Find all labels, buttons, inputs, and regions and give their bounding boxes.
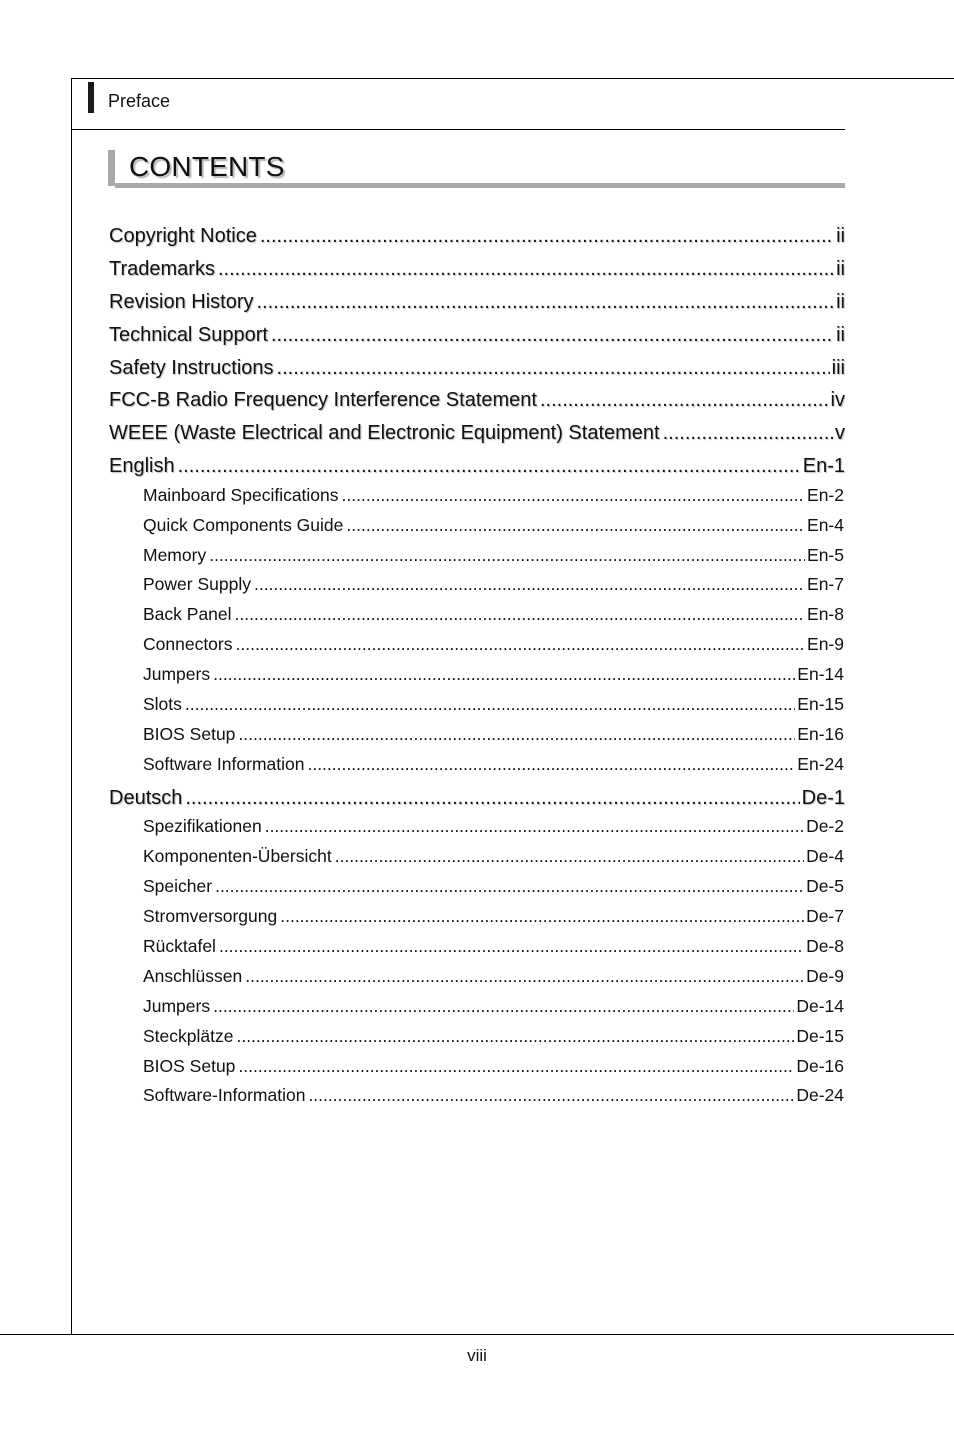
toc-page-number: De-2 — [806, 816, 844, 836]
toc-page-number: iv — [830, 389, 845, 411]
toc-subentry[interactable] — [143, 723, 844, 747]
toc-entry-label: BIOS Setup — [143, 724, 236, 744]
toc-page-number: En-14 — [797, 664, 844, 684]
toc-entry-copyright[interactable] — [109, 222, 845, 252]
toc-entry-revision-history[interactable] — [109, 288, 845, 318]
toc-dot-leader — [335, 845, 804, 867]
toc-entry-label: Speicher — [143, 876, 213, 896]
toc-page-number: En-8 — [807, 604, 844, 624]
toc-dot-leader — [213, 663, 795, 685]
toc-page-number: ii — [836, 324, 845, 346]
toc-dot-leader — [185, 784, 799, 812]
toc-entry-label: Back Panel — [143, 604, 232, 624]
toc-entry-label: Rücktafel — [143, 936, 216, 956]
toc-page-number: v — [835, 422, 845, 444]
toc-dot-leader — [238, 723, 795, 745]
toc-page-number: De-15 — [796, 1026, 844, 1046]
toc-subentry[interactable] — [143, 965, 844, 989]
toc-entry-label: Technical Support — [109, 324, 268, 346]
toc-entry-fcc-b[interactable] — [109, 386, 845, 416]
toc-subentry[interactable] — [143, 935, 844, 959]
toc-dot-leader — [235, 603, 806, 625]
frame-bottom-line — [0, 1334, 954, 1335]
toc-dot-leader — [236, 1025, 794, 1047]
toc-subentry[interactable] — [143, 753, 844, 777]
toc-subentry[interactable] — [143, 693, 844, 717]
toc-page-number: De-24 — [796, 1085, 844, 1105]
toc-entry-weee[interactable] — [109, 419, 845, 449]
toc-page-number: En-4 — [807, 515, 844, 535]
toc-entry-label: Jumpers — [143, 996, 211, 1016]
toc-entry-label: Stromversorgung — [143, 906, 278, 926]
toc-entry-label: Software-Information — [143, 1085, 306, 1105]
toc-entry-label: Spezifikationen — [143, 816, 262, 836]
toc-page-number: ii — [836, 258, 845, 280]
toc-page-number: De-7 — [806, 906, 844, 926]
toc-dot-leader — [256, 288, 834, 316]
toc-subentry[interactable] — [143, 544, 844, 568]
toc-dot-leader — [540, 386, 829, 414]
toc-entry-label: FCC-B Radio Frequency Interference Statement — [109, 389, 537, 411]
contents-title: CONTENTS — [129, 151, 285, 182]
toc-page-number: En-24 — [797, 754, 844, 774]
toc-dot-leader — [308, 1084, 794, 1106]
toc-subentry[interactable] — [143, 875, 844, 899]
toc-page-number: ii — [836, 225, 845, 247]
toc-dot-leader — [342, 484, 806, 506]
toc-subentry[interactable] — [143, 484, 844, 508]
toc-dot-leader — [178, 452, 801, 480]
toc-entry-technical-support[interactable] — [109, 321, 845, 351]
toc-page-number: En-9 — [807, 634, 844, 654]
toc-dot-leader — [265, 815, 804, 837]
toc-entry-label: Quick Components Guide — [143, 515, 344, 535]
toc-page-number: En-1 — [802, 455, 845, 477]
toc-page-number: De-5 — [806, 876, 844, 896]
toc-entry-label: Connectors — [143, 634, 233, 654]
toc-entry-label: Slots — [143, 694, 182, 714]
toc-dot-leader — [260, 222, 834, 250]
toc-page-number: En-15 — [797, 694, 844, 714]
toc-entry-label: Deutsch — [109, 787, 183, 809]
toc-entry-label: Jumpers — [143, 664, 211, 684]
toc-page-number: De-1 — [801, 787, 845, 809]
toc-dot-leader — [218, 255, 834, 283]
toc-subentry[interactable] — [143, 905, 844, 929]
toc-subentry[interactable] — [143, 514, 844, 538]
page-number: viii — [467, 1346, 487, 1365]
toc-subentry[interactable] — [143, 995, 844, 1019]
toc-dot-leader — [245, 965, 804, 987]
toc-dot-leader — [236, 633, 806, 655]
toc-dot-leader — [277, 354, 830, 382]
toc-page-number: En-5 — [807, 545, 844, 565]
toc-page-number: De-8 — [806, 936, 844, 956]
toc-entry-label: Steckplätze — [143, 1026, 234, 1046]
toc-page-number: ii — [836, 291, 845, 313]
toc-subentry[interactable] — [143, 1055, 844, 1079]
toc-entry-label: Software Information — [143, 754, 305, 774]
toc-entry-label: Safety Instructions — [109, 357, 274, 379]
toc-subentry[interactable] — [143, 1025, 844, 1049]
toc-subentry[interactable] — [143, 815, 844, 839]
toc-dot-leader — [254, 573, 805, 595]
toc-subentry[interactable] — [143, 573, 844, 597]
toc-entry-label: WEEE (Waste Electrical and Electronic Equipment) Statement — [109, 422, 660, 444]
toc-page-number: En-16 — [797, 724, 844, 744]
toc-entry-label: Komponenten-Übersicht — [143, 846, 332, 866]
toc-entry-english[interactable] — [109, 452, 845, 482]
toc-subentry[interactable] — [143, 845, 844, 869]
toc-dot-leader — [185, 693, 795, 715]
toc-dot-leader — [663, 419, 833, 447]
toc-dot-leader — [238, 1055, 794, 1077]
toc-entry-safety-instructions[interactable] — [109, 354, 845, 384]
toc-page-number: De-4 — [806, 846, 844, 866]
toc-dot-leader — [271, 321, 834, 349]
toc-subentry[interactable] — [143, 663, 844, 687]
toc-page-number: iii — [831, 357, 845, 379]
toc-entry-label: Anschlüssen — [143, 966, 243, 986]
toc-page-number: En-7 — [807, 574, 844, 594]
toc-entry-label: Memory — [143, 545, 207, 565]
toc-dot-leader — [280, 905, 804, 927]
toc-entry-label: Copyright Notice — [109, 225, 257, 247]
toc-dot-leader — [209, 544, 805, 566]
toc-page-number: En-2 — [807, 485, 844, 505]
toc-entry-label: English — [109, 455, 175, 477]
toc-page-number: De-16 — [796, 1056, 844, 1076]
toc-dot-leader — [213, 995, 794, 1017]
toc-page-number: De-9 — [806, 966, 844, 986]
toc-dot-leader — [307, 753, 795, 775]
toc-entry-trademarks[interactable] — [109, 255, 845, 285]
toc-dot-leader — [219, 935, 804, 957]
toc-entry-label: Revision History — [109, 291, 254, 313]
toc-entry-label: Power Supply — [143, 574, 251, 594]
toc-entry-label: BIOS Setup — [143, 1056, 236, 1076]
toc-entry-label: Trademarks — [109, 258, 215, 280]
toc-subentry[interactable] — [143, 603, 844, 627]
toc-subentry[interactable] — [143, 1084, 844, 1108]
toc-subentry[interactable] — [143, 633, 844, 657]
toc-page-number: De-14 — [796, 996, 844, 1016]
toc-dot-leader — [215, 875, 804, 897]
toc-entry-label: Mainboard Specifications — [143, 485, 339, 505]
section-header-title: Preface — [108, 91, 171, 111]
toc-dot-leader — [346, 514, 805, 536]
toc-entry-deutsch[interactable] — [109, 784, 845, 814]
